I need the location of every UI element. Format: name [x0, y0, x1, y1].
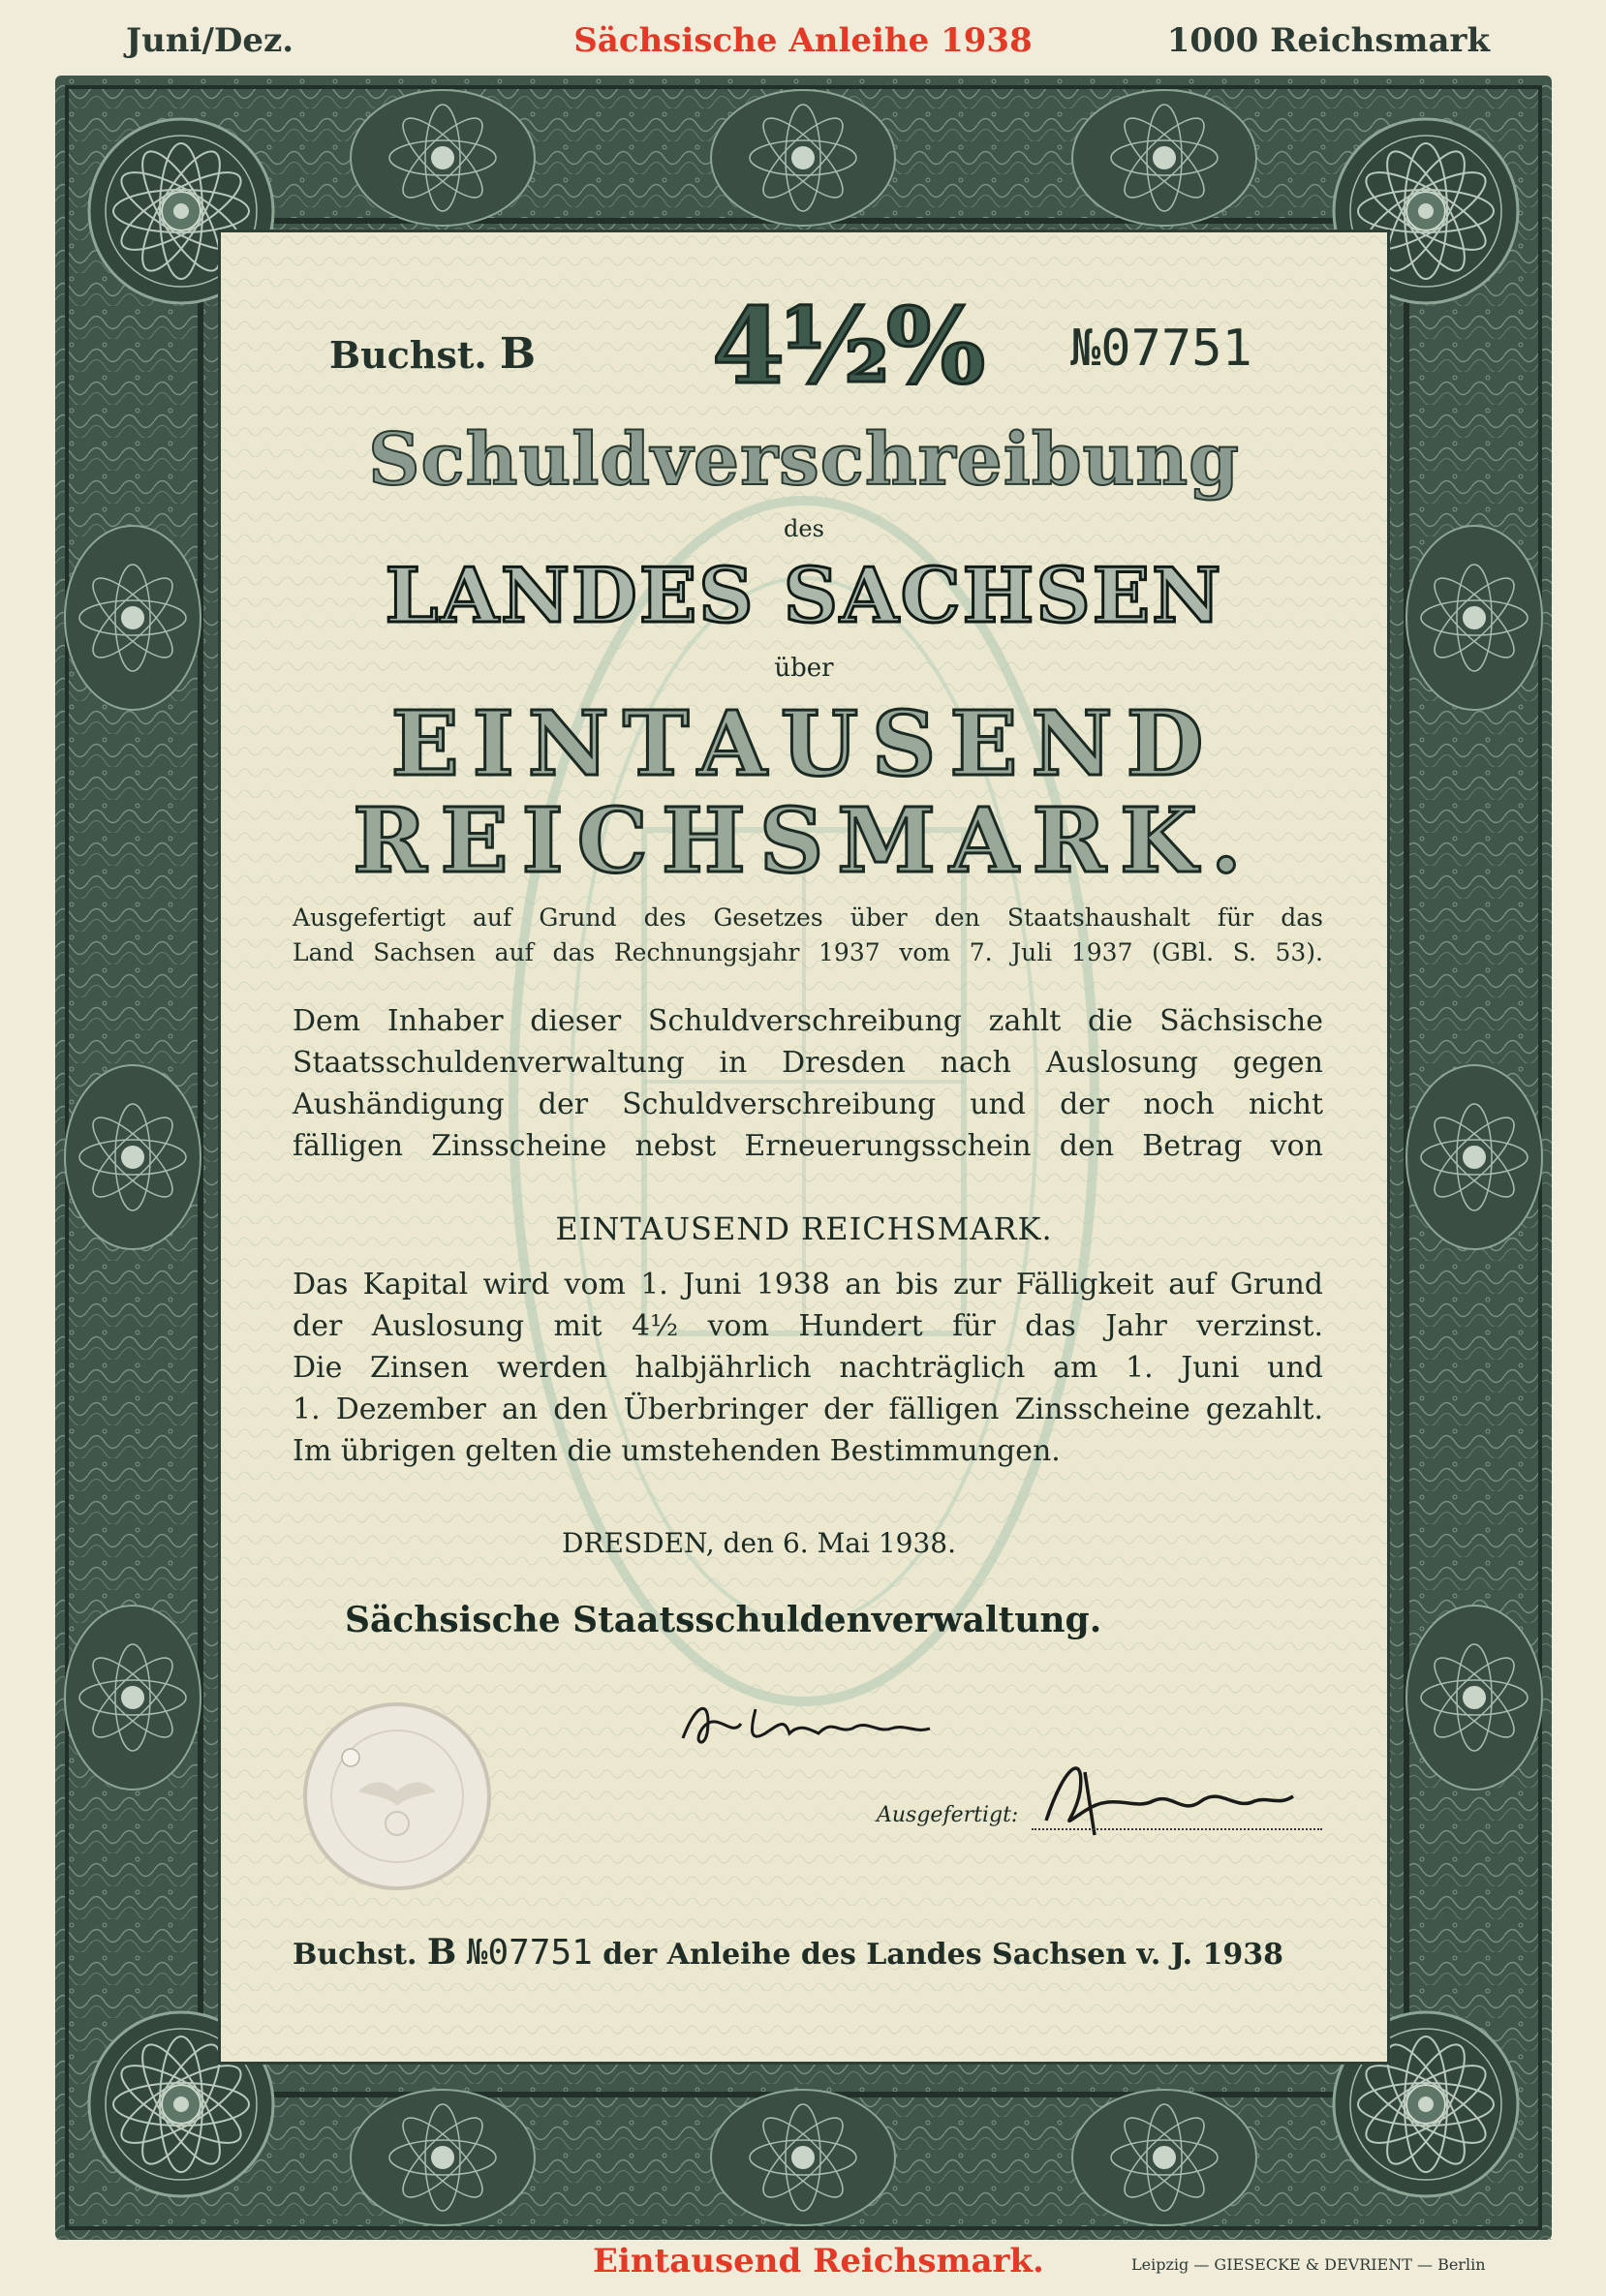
- text-line: Aushändigung der Schuldverschreibung und der noch nicht: [293, 1087, 1323, 1121]
- series-letter: B: [426, 1932, 457, 1973]
- interest-terms-text: [293, 1264, 1323, 1472]
- text-line: der Auslosung mit 4½ vom Hundert für das Jahr verzinst.: [293, 1309, 1323, 1343]
- amount-text: EINTAUSEND REICHSMARK.: [555, 1210, 1053, 1247]
- ausgefertigt-label: Ausgefertigt:: [877, 1803, 1019, 1827]
- loan-title: Sächsische Anleihe 1938: [573, 21, 1033, 60]
- interest-rate: 4½%: [712, 286, 982, 408]
- payment-promise-text: [293, 1000, 1323, 1167]
- series-prefix: Buchst.: [329, 333, 487, 377]
- loan-reference: der Anleihe des Landes Sachsen v. J. 1938: [602, 1938, 1284, 1972]
- embossed-seal: [300, 1699, 494, 1893]
- text-line: Die Zinsen werden halbjährlich nachträglich am 1. Juni und: [293, 1351, 1323, 1385]
- face-value-line1: EINTAUSEND: [390, 691, 1218, 796]
- text-line: Land Sachsen auf das Rechnungsjahr 1937 vom 7. Juli 1937 (GBl. S. 53).: [293, 938, 1323, 966]
- legal-basis-text: [293, 901, 1323, 970]
- text-line: Staatsschuldenverwaltung in Dresden nach Auslosung gegen: [293, 1046, 1323, 1080]
- issuer-name: LANDES SACHSEN: [385, 552, 1223, 640]
- signature-line: [1032, 1828, 1322, 1830]
- text-line: Im übrigen gelten die umstehenden Bestimmungen.: [293, 1434, 1061, 1468]
- denomination: 1000 Reichsmark: [1166, 21, 1490, 60]
- signature-lehmann: [673, 1690, 964, 1758]
- footer-amount: Eintausend Reichsmark.: [593, 2242, 1044, 2281]
- bond-reference-line: [293, 1932, 1283, 1973]
- connector-des: des: [784, 515, 824, 542]
- text-line: Dem Inhaber dieser Schuldverschreibung zahlt die Sächsische: [293, 1004, 1323, 1038]
- series-letter: B: [499, 329, 537, 379]
- face-value-line2: REICHSMARK.: [353, 788, 1255, 893]
- issuing-authority: Sächsische Staatsschuldenverwaltung.: [345, 1600, 1102, 1640]
- text-line: Ausgefertigt auf Grund des Gesetzes über den Staatshaushalt für das: [293, 903, 1323, 932]
- signature-ausfertigung: [1027, 1743, 1317, 1850]
- series-prefix: Buchst.: [293, 1938, 417, 1972]
- coupon-period: Juni/Dez.: [126, 21, 294, 60]
- bond-number: №07751: [1070, 320, 1252, 378]
- text-line: Das Kapital wird vom 1. Juni 1938 an bis zur Fälligkeit auf Grund: [293, 1268, 1323, 1301]
- series-label: [329, 329, 536, 379]
- face-value-words: [218, 691, 1390, 893]
- text-line: fälligen Zinsscheine nebst Erneuerungsschein den Betrag von: [293, 1129, 1323, 1163]
- document-title: Schuldverschreibung: [368, 418, 1240, 502]
- printer-imprint: Leipzig — GIESECKE & DEVRIENT — Berlin: [1131, 2255, 1486, 2274]
- bond-number: №07751: [466, 1933, 593, 1973]
- text-line: 1. Dezember an den Überbringer der fälligen Zinsscheine gezahlt.: [293, 1393, 1323, 1426]
- connector-ueber: über: [774, 654, 834, 683]
- issue-date: DRESDEN, den 6. Mai 1938.: [562, 1527, 956, 1559]
